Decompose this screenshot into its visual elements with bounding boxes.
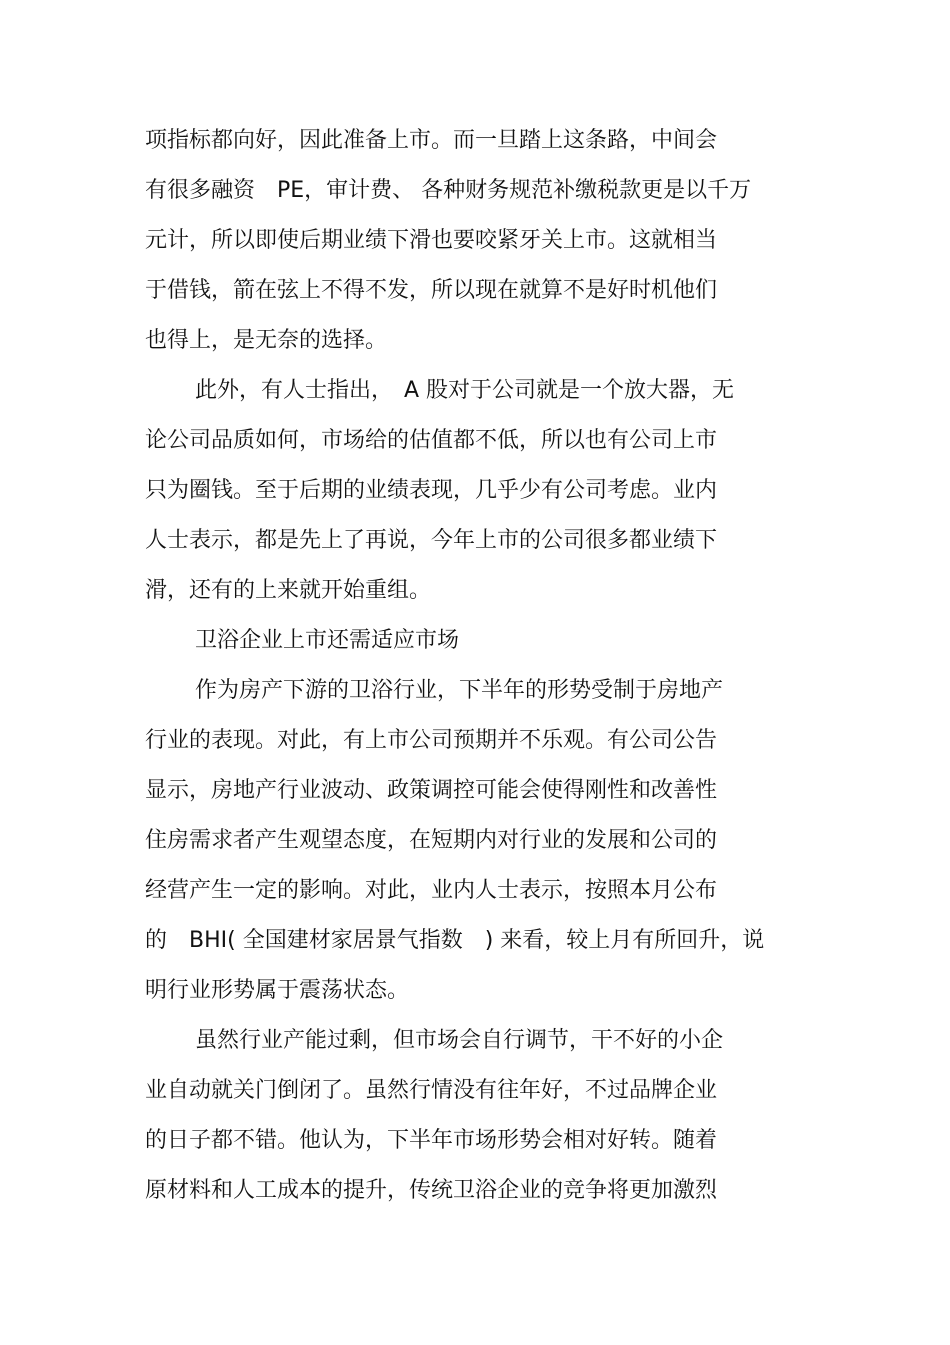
text-line: 也得上，是无奈的选择。 [145,328,388,353]
text-line: 的 BHI( 全国建材家居景气指数 ) 来看，较上月有所回升，说 [145,928,765,953]
text-line: 滑，还有的上来就开始重组。 [145,578,432,603]
section-heading: 卫浴企业上市还需适应市场 [195,628,460,653]
text-line: 原材料和人工成本的提升，传统卫浴企业的竞争将更加激烈 [145,1178,718,1203]
text-line: 于借钱，箭在弦上不得不发，所以现在就算不是好时机他们 [145,278,718,303]
text-line: 业自动就关门倒闭了。虽然行情没有往年好，不过品牌企业 [145,1078,718,1103]
text-line: 项指标都向好，因此准备上市。而一旦踏上这条路，中间会 [145,128,718,153]
text-line: 人士表示，都是先上了再说，今年上市的公司很多都业绩下 [145,528,718,553]
paragraph-first-line: 作为房产下游的卫浴行业，下半年的形势受制于房地产 [195,678,724,703]
paragraph-first-line: 此外，有人士指出， A 股对于公司就是一个放大器，无 [195,378,735,403]
text-line: 只为圈钱。至于后期的业绩表现，几乎少有公司考虑。业内 [145,478,718,503]
text-line: 有很多融资 PE，审计费、 各种财务规范补缴税款更是以千万 [145,178,752,203]
text-line: 显示，房地产行业波动、政策调控可能会使得刚性和改善性 [145,778,718,803]
text-line: 论公司品质如何，市场给的估值都不低，所以也有公司上市 [145,428,718,453]
text-line: 住房需求者产生观望态度，在短期内对行业的发展和公司的 [145,828,718,853]
text-line: 元计，所以即使后期业绩下滑也要咬紧牙关上市。这就相当 [145,228,718,253]
text-line: 的日子都不错。他认为，下半年市场形势会相对好转。随着 [145,1128,718,1153]
text-line: 经营产生一定的影响。对此，业内人士表示，按照本月公布 [145,878,718,903]
text-line: 明行业形势属于震荡状态。 [145,978,410,1003]
text-line: 行业的表现。对此，有上市公司预期并不乐观。有公司公告 [145,728,718,753]
paragraph-first-line: 虽然行业产能过剩，但市场会自行调节，干不好的小企 [195,1028,724,1053]
